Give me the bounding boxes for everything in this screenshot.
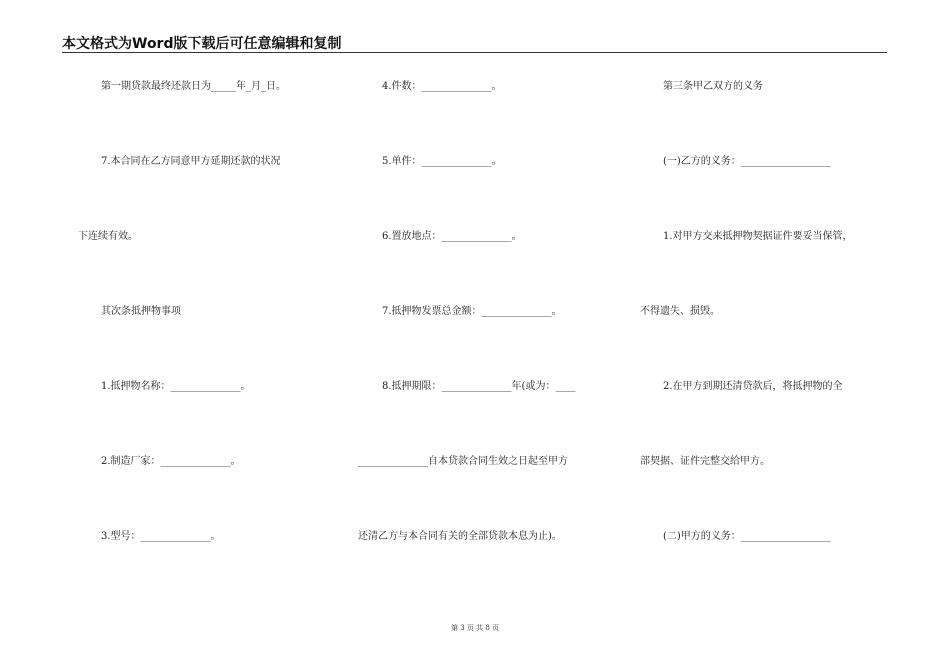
middle-line-1: 4.件数：______________。 [382, 81, 502, 92]
left-line-5: 1.抵押物名称：______________。 [101, 381, 251, 392]
left-line-3: 下连续有效。 [78, 231, 138, 242]
right-line-3: 1.对甲方交来抵押物契据证件要妥当保管， [663, 231, 853, 242]
left-line-6: 2.制造厂家：______________。 [101, 456, 241, 467]
middle-line-2: 5.单件：______________。 [382, 156, 502, 167]
middle-line-3: 6.置放地点：______________。 [382, 231, 522, 242]
right-line-5: 2.在甲方到期还清贷款后，将抵押物的全 [663, 381, 843, 392]
right-line-6: 部契据、证件完整交给甲方。 [640, 456, 770, 467]
left-line-4: 其次条抵押物事项 [101, 306, 181, 317]
document-header-title: 本文格式为Word版下载后可任意编辑和复制 [62, 36, 342, 52]
page-number-footer: 第 3 页 共 8 页 [450, 624, 500, 632]
left-line-7: 3.型号：______________。 [101, 531, 221, 542]
right-line-2: (一)乙方的义务：__________________ [663, 156, 831, 167]
right-line-4: 不得遗失、损毁。 [640, 306, 720, 317]
middle-line-7: 还清乙方与本合同有关的全部贷款本息为止)。 [358, 531, 562, 542]
middle-line-5: 8.抵押期限：______________年(或为：____ [382, 381, 576, 392]
left-line-2: 7.本合同在乙方同意甲方延期还款的状况 [101, 156, 281, 167]
middle-line-6: ______________自本贷款合同生效之日起至甲方 [358, 456, 568, 467]
header-divider [62, 52, 887, 53]
right-line-7: (二)甲方的义务：__________________ [663, 531, 831, 542]
middle-line-4: 7.抵押物发票总金额：______________。 [382, 306, 562, 317]
left-line-1: 第一期贷款最终还款日为_____年_月_日。 [101, 81, 286, 92]
right-line-1: 第三条甲乙双方的义务 [663, 81, 763, 92]
